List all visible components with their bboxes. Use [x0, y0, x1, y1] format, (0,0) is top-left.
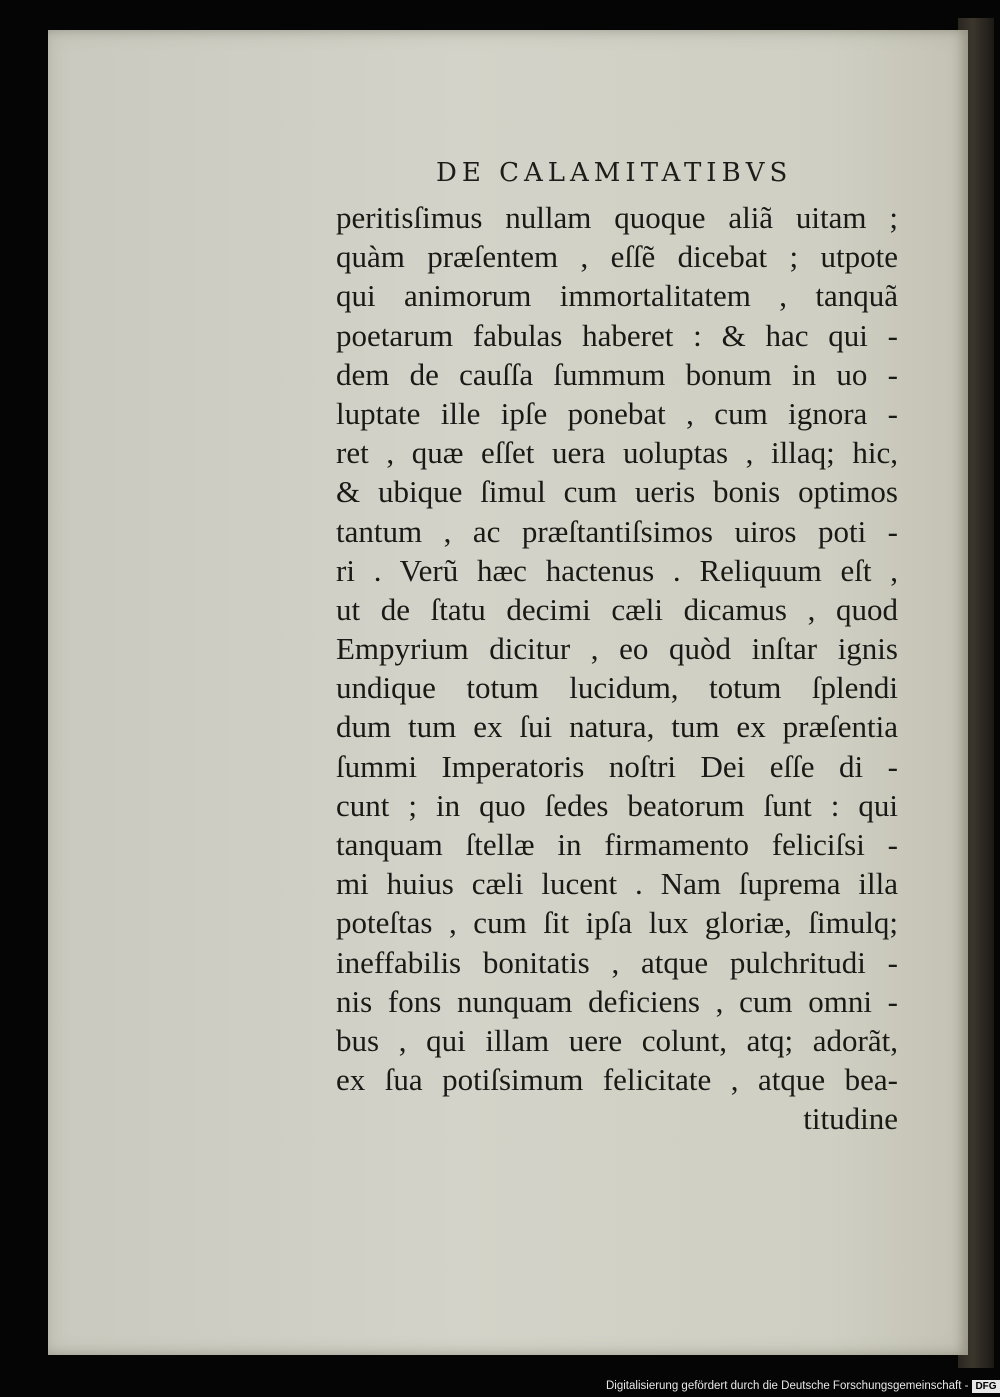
digitization-credit — [606, 1378, 1000, 1394]
text-line: Empyrium dicitur , eo quòd inſtar ignis — [336, 631, 898, 667]
text-line: ri . Verũ hæc hactenus . Reliquum eſt , — [336, 552, 898, 588]
text-line: & ubique ſimul cum ueris bonis optimos — [336, 474, 898, 510]
dfg-logo-icon: DFG — [972, 1380, 999, 1393]
text-line: cunt ; in quo ſedes beatorum ſunt : qui — [336, 787, 898, 823]
text-line: tantum , ac præſtantiſsimos uiros poti - — [336, 513, 898, 549]
text-line: nis fons nunquam deficiens , cum omni - — [336, 983, 898, 1019]
catchword: titudine — [803, 1101, 898, 1137]
text-line: quàm præſentem , eſſẽ dicebat ; utpote — [336, 239, 898, 275]
running-head: DE CALAMITATIBVS — [436, 158, 793, 188]
text-line: luptate ille ipſe ponebat , cum ignora - — [336, 395, 898, 431]
credit-text: Digitalisierung gefördert durch die Deutsche Forschungsgemeinschaft - — [606, 1380, 969, 1392]
text-line: qui animorum immortalitatem , tanquã — [336, 278, 898, 314]
text-line: ex ſua potiſsimum felicitate , atque bea- — [336, 1062, 898, 1098]
text-line: dum tum ex ſui natura, tum ex præſentia — [336, 709, 898, 745]
text-line: poetarum fabulas haberet : & hac qui - — [336, 317, 898, 353]
text-line: undique totum lucidum, totum ſplendi — [336, 670, 898, 706]
text-line: peritisſimus nullam quoque aliã uitam ; — [336, 200, 898, 235]
text-line: ut de ſtatu decimi cæli dicamus , quod — [336, 591, 898, 627]
text-line: tanquam ſtellæ in firmamento feliciſsi - — [336, 827, 898, 862]
text-line: ret , quæ eſſet uera uoluptas , illaq; hic, — [336, 435, 898, 471]
text-line: poteſtas , cum ſit ipſa lux gloriæ, ſimulq; — [336, 905, 898, 941]
text-line: ſummi Imperatoris noſtri Dei eſſe di - — [336, 748, 898, 784]
text-line: bus , qui illam uere colunt, atq; adorãt, — [336, 1022, 898, 1058]
text-line: dem de cauſſa ſummum bonum in uo - — [336, 356, 898, 392]
text-line: ineffabilis bonitatis , atque pulchritudi - — [336, 944, 898, 980]
text-block — [336, 198, 898, 1139]
text-line: mi huius cæli lucent . Nam ſuprema illa — [336, 866, 898, 902]
